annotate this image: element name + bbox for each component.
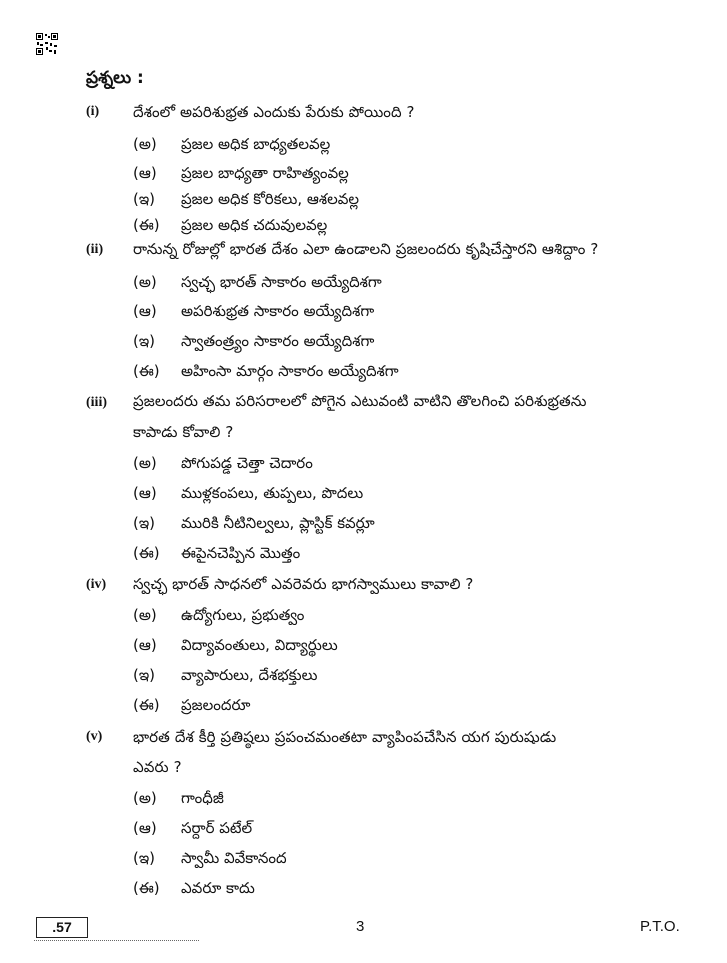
option-label: (ఇ)	[133, 849, 156, 867]
option-label: (ఆ)	[133, 819, 157, 837]
option-label: (ఈ)	[133, 362, 160, 380]
question-text-line-1: భారత దేశ కీర్తి ప్రతిష్ఠలు ప్రపంచమంతటా వ్యాపింపచేసిన యగ పురుషుడు	[133, 728, 557, 746]
option-label: (ఆ)	[133, 636, 157, 654]
option-item	[133, 783, 224, 813]
option-item	[133, 873, 255, 903]
option-label: (ఇ)	[133, 332, 156, 350]
option-item	[133, 267, 382, 297]
option-text: ఉద్యోగులు, ప్రభుత్వం	[181, 606, 305, 624]
question-text: రానున్న రోజుల్లో భారత దేశం ఎలా ఉండాలని ప్రజలందరు కృషిచేస్తారని ఆశిద్దాం ?	[133, 240, 599, 258]
option-item	[133, 356, 399, 386]
question-text-line-2: ఎవరు ?	[133, 758, 182, 776]
question-number: (i)	[86, 104, 100, 119]
question-text: దేశంలో అపరిశుభ్రత ఎందుకు పేరుకు పోయింది ?	[133, 103, 415, 121]
option-item	[133, 478, 363, 508]
question-text-line-2: కాపాడు కోవాలి ?	[133, 423, 234, 441]
option-text: ప్రజల అధిక కోరికలు, ఆశలవల్ల	[181, 190, 360, 208]
option-label: (ఆ)	[133, 484, 157, 502]
option-label: (అ)	[133, 454, 157, 472]
option-text: ప్రజల అధిక బాధ్యతలవల్ల	[181, 135, 331, 153]
option-item	[133, 448, 313, 478]
option-label: (ఆ)	[133, 302, 157, 320]
question-number: (iii)	[86, 395, 107, 410]
option-item	[133, 538, 300, 568]
option-label: (ఈ)	[133, 544, 160, 562]
option-label: (ఈ)	[133, 216, 160, 234]
qr-code-icon	[36, 33, 58, 55]
option-label: (ఈ)	[133, 879, 160, 897]
option-text: స్వాతంత్ర్యం సాకారం అయ్యేదిశగా	[181, 332, 375, 350]
option-text: విద్యావంతులు, విద్యార్థులు	[181, 636, 338, 654]
option-item	[133, 843, 287, 873]
option-text: ఈపైనచెప్పిన మొత్తం	[181, 544, 301, 562]
option-item	[133, 813, 252, 843]
option-text: ఎవరూ కాదు	[181, 879, 255, 897]
option-text: మురికి నీటినిల్వలు, ప్లాస్టిక్ కవర్లూ	[181, 514, 375, 532]
option-item	[133, 326, 374, 356]
option-text: ముళ్లకంపలు, తుప్పలు, పొదలు	[181, 484, 364, 502]
option-text: అపరిశుభ్రత సాకారం అయ్యేదిశగా	[181, 302, 375, 320]
option-label: (అ)	[133, 606, 157, 624]
footer-divider	[34, 940, 199, 942]
question-number: (v)	[86, 729, 103, 744]
question-text: స్వచ్ఛ భారత్ సాధనలో ఎవరెవరు భాగస్వాములు కావాలి ?	[133, 575, 474, 593]
option-text: స్వచ్ఛ భారత్ సాకారం అయ్యేదిశగా	[181, 273, 382, 291]
option-label: (ఇ)	[133, 514, 156, 532]
option-text: పోగుపడ్డ చెత్తా చెదారం	[181, 454, 313, 472]
option-text: అహింసా మార్గం సాకారం అయ్యేదిశగా	[181, 362, 399, 380]
option-text: ప్రజల అధిక చదువులవల్ల	[181, 216, 328, 234]
option-label: (ఇ)	[133, 666, 156, 684]
option-text: స్వామీ వివేకానంద	[181, 849, 287, 867]
option-text: వ్యాపారులు, దేశభక్తులు	[181, 666, 318, 684]
option-label: (ఆ)	[133, 164, 157, 182]
option-text: సర్దార్ పటేల్	[181, 819, 253, 837]
option-item	[133, 660, 317, 690]
page-number: 3	[356, 918, 365, 935]
option-text: గాంధీజీ	[181, 789, 224, 807]
question-number: (ii)	[86, 242, 104, 257]
pto-label: P.T.O.	[640, 918, 680, 935]
option-text: ప్రజలందరూ	[181, 696, 251, 714]
question-number: (iv)	[86, 577, 107, 592]
option-item	[133, 129, 330, 159]
option-item	[133, 508, 375, 538]
option-item	[133, 630, 338, 660]
questions-heading: ప్రశ్నలు :	[86, 68, 144, 88]
option-label: (అ)	[133, 135, 157, 153]
paper-code-box: .57	[36, 917, 88, 938]
question-text-line-1: ప్రజలందరు తమ పరిసరాలలో పోగైన ఎటువంటి వాటిని తొలగించి పరిశుభ్రతను	[133, 392, 587, 410]
option-label: (ఈ)	[133, 696, 160, 714]
option-label: (ఇ)	[133, 190, 156, 208]
option-label: (అ)	[133, 789, 157, 807]
option-item	[133, 296, 374, 326]
option-text: ప్రజల బాధ్యతా రాహిత్యంవల్ల	[181, 164, 349, 182]
option-label: (అ)	[133, 273, 157, 291]
option-item	[133, 600, 304, 630]
option-item	[133, 690, 250, 720]
